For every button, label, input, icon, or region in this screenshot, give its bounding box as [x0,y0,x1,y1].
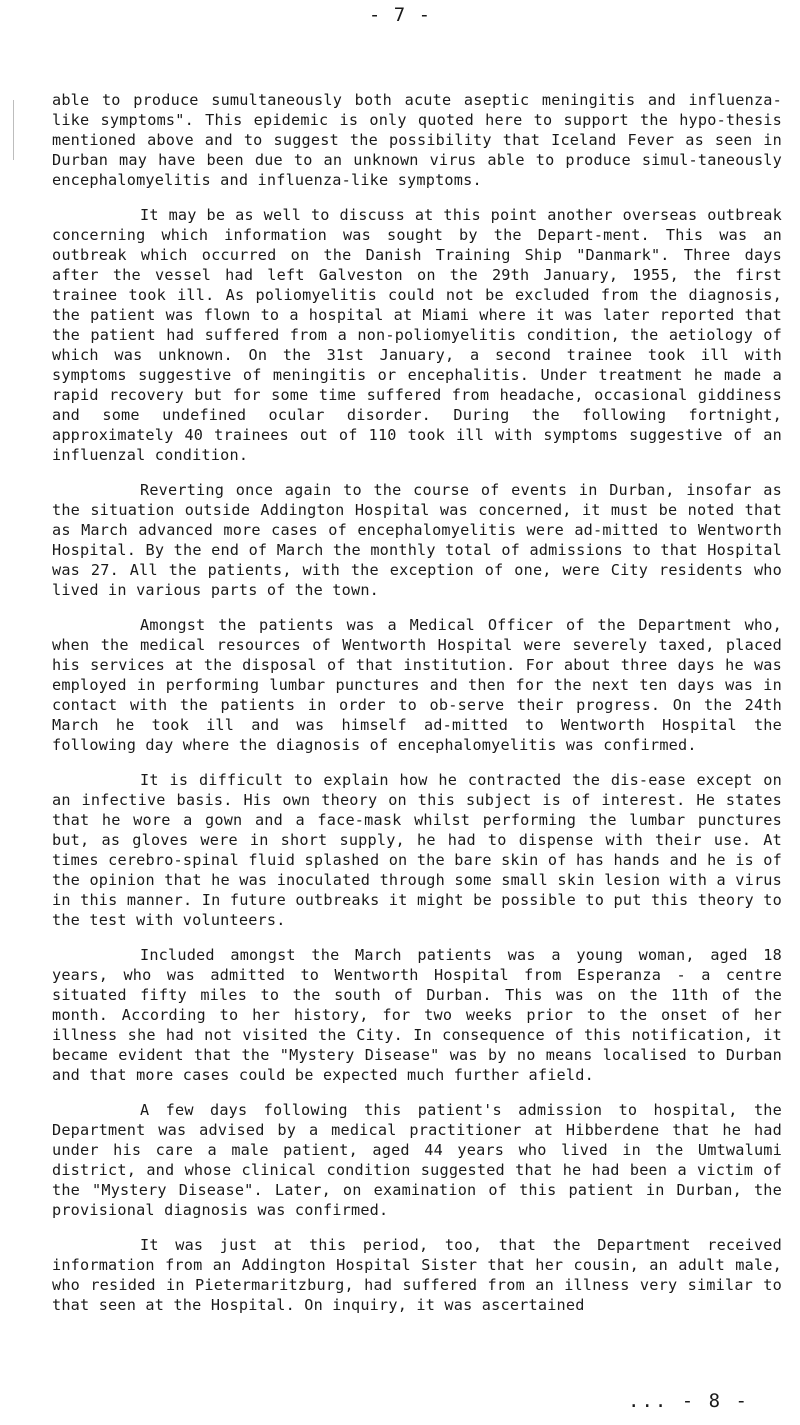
continuation-marker: ... - 8 - [628,1390,749,1412]
body-text [52,90,782,1330]
paragraph-7: A few days following this patient's admission to hospital, the Department was advised by a medical practitioner at Hibberdene that he had under his care a male patient, aged 44 years who lived in the Umtwalumi district, and whose clinical condition suggested that he had been a victim of the "Mystery Disease". Later, on examination of this patient in Durban, the provisional diagnosis was confirmed. [52,1101,782,1219]
paragraph-8: It was just at this period, too, that the Department received information from an Addington Hospital Sister that her cousin, an adult male, who resided in Pietermaritzburg, had suffered from an illness very similar to that seen at the Hospital. On inquiry, it was ascertained [52,1236,782,1314]
paragraph-3: Reverting once again to the course of events in Durban, insofar as the situation outside Addington Hospital was concerned, it must be noted that as March advanced more cases of encephalomyelitis were ad-mitted to Wentworth Hospital. By the end of March the monthly total of admissions to that Hospital was 27. All the patients, with the exception of one, were City residents who lived in various parts of the town. [52,481,782,599]
paragraph-4: Amongst the patients was a Medical Officer of the Department who, when the medical resources of Wentworth Hospital were severely taxed, placed his services at the disposal of that institution. For about three days he was employed in performing lumbar punctures and then for the next ten days was in contact with the patients in order to ob-serve their progress. On the 24th March he took ill and was himself ad-mitted to Wentworth Hospital the following day where the diagnosis of encephalomyelitis was confirmed. [52,616,782,754]
paragraph-6: Included amongst the March patients was a young woman, aged 18 years, who was admitted to Wentworth Hospital from Esperanza - a centre situated fifty miles to the south of Durban. This was on the 11th of the month. According to her history, for two weeks prior to the onset of her illness she had not visited the City. In consequence of this notification, it became evident that the "Mystery Disease" was by no means localised to Durban and that more cases could be expected much further afield. [52,946,782,1084]
margin-rule [13,100,14,160]
paragraph-1: able to produce sumultaneously both acute aseptic meningitis and influenza-like symptoms". This epidemic is only quoted here to support the hypo-thesis mentioned above and to suggest the possibility that Iceland Fever as seen in Durban may have been due to an unknown virus able to produce simul-taneously encephalomyelitis and influenza-like symptoms. [52,91,782,189]
paragraph-2: It may be as well to discuss at this point another overseas outbreak concerning which information was sought by the Depart-ment. This was an outbreak which occurred on the Danish Training Ship "Danmark". Three days after the vessel had left Galveston on the 29th January, 1955, the first trainee took ill. As poliomyelitis could not be excluded from the diagnosis, the patient was flown to a hospital at Miami where it was later reported that the patient had suffered from a non-poliomyelitis condition, the aetiology of which was unknown. On the 31st January, a second trainee took ill with symptoms suggestive of meningitis or encephalitis. Under treatment he made a rapid recovery but for some time suffered from headache, occasional giddiness and some undefined ocular disorder. During the following fortnight, approximately 40 trainees out of 110 took ill with symptoms suggestive of an influenzal condition. [52,206,782,464]
paragraph-5: It is difficult to explain how he contracted the dis-ease except on an infective basis. His own theory on this subject is of interest. He states that he wore a gown and a face-mask whilst performing the lumbar punctures but, as gloves were in short supply, he had to dispense with their use. At times cerebro-spinal fluid splashed on the bare skin of has hands and he is of the opinion that he was inoculated through some small skin lesion with a virus in this manner. In future outbreaks it might be possible to put this theory to the test with volunteers. [52,771,782,929]
page-number: - 7 - [368,4,432,26]
